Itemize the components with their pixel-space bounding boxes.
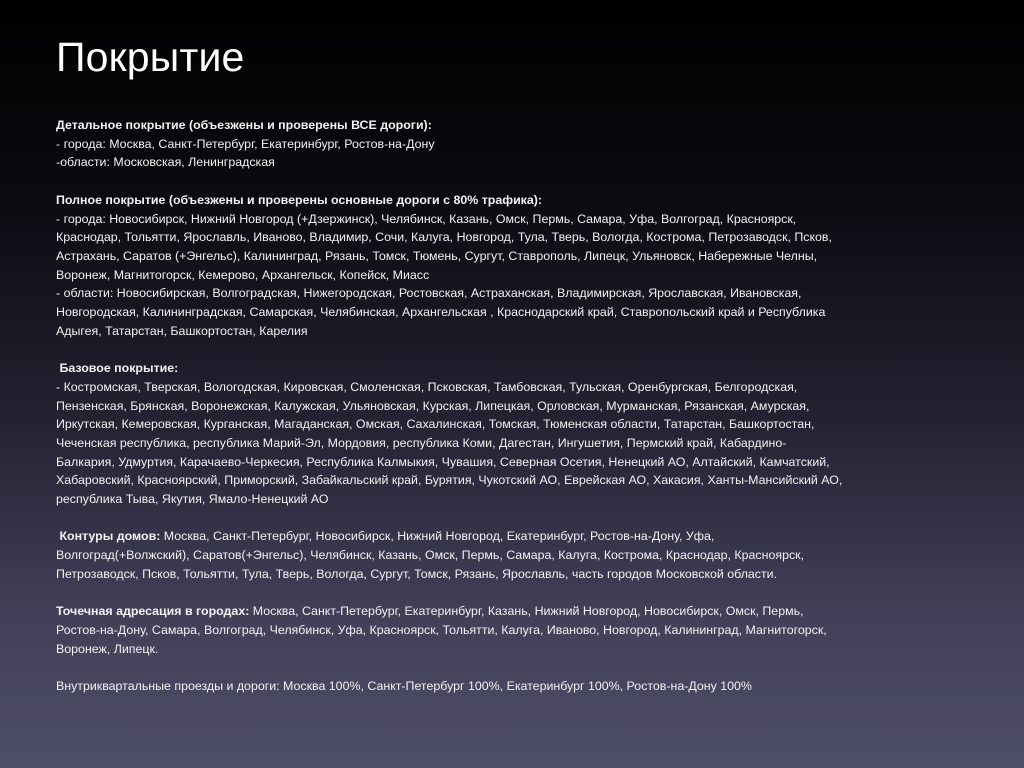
full-coverage-line: - города: Новосибирск, Нижний Новгород (+Дзержинск), Челябинск, Казань, Омск, Пермь, Самара, Уфа, Волгоград, Красноярск, xyxy=(56,211,797,226)
full-coverage-line: Воронеж, Магнитогорск, Кемерово, Архангельск, Копейск, Миасс xyxy=(56,267,430,282)
detailed-coverage-regions: -области: Московская, Ленинградская xyxy=(56,155,275,170)
full-coverage-line: Краснодар, Тольятти, Ярославль, Иваново, Владимир, Сочи, Калуга, Новгород, Тула, Тверь, Вологда, Кострома, Петрозаводск, Псков, xyxy=(56,230,832,245)
basic-coverage-line: Пензенская, Брянская, Воронежская, Калужская, Ульяновская, Курская, Липецкая, Орловская, Мурманская, Рязанская, Амурская, xyxy=(56,398,810,413)
house-contours-line: Петрозаводск, Псков, Тольятти, Тула, Тверь, Вологда, Сургут, Томск, Рязань, Ярославль, часть городов Московской области. xyxy=(56,566,778,581)
slide-title: Покрытие xyxy=(56,34,245,80)
full-coverage-line: - области: Новосибирская, Волгоградская, Нижегородская, Ростовская, Астраханская, Владимирская, Ярославская, Ивановская, xyxy=(56,286,802,301)
house-contours-heading: Контуры домов: xyxy=(56,529,161,544)
point-addressing-line: Воронеж, Липецк. xyxy=(56,641,159,656)
basic-coverage-line: Балкария, Удмуртия, Карачаево-Черкесия, Республика Калмыкия, Чувашия, Северная Осетия, Ненецкий АО, Алтайский, Камчатский, xyxy=(56,454,830,469)
point-addressing-heading: Точечная адресация в городах: xyxy=(56,604,250,619)
basic-coverage-section xyxy=(56,359,986,509)
basic-coverage-line: республика Тыва, Якутия, Ямало-Ненецкий АО xyxy=(56,492,329,507)
point-addressing-text: Москва, Санкт-Петербург, Екатеринбург, Казань, Нижний Новгород, Новосибирск, Омск, Пермь, xyxy=(249,604,804,619)
detailed-coverage-heading: Детальное покрытие (объезжены и проверены ВСЕ дороги): xyxy=(56,118,432,132)
house-contours-text: Москва, Санкт-Петербург, Новосибирск, Нижний Новгород, Екатеринбург, Ростов-на-Дону, Уфа, xyxy=(160,529,715,544)
house-contours-section xyxy=(56,527,986,583)
detailed-coverage-section xyxy=(56,116,986,172)
basic-coverage-line: Чеченская республика, республика Марий-Эл, Мордовия, республика Коми, Дагестан, Ингушетия, Пермский край, Кабардино- xyxy=(56,435,787,450)
basic-coverage-line: - Костромская, Тверская, Вологодская, Кировская, Смоленская, Псковская, Тамбовская, Тульская, Оренбургская, Белгородская, xyxy=(56,379,798,394)
basic-coverage-heading: Базовое покрытие: xyxy=(56,361,179,376)
point-addressing-first-line xyxy=(56,602,986,621)
full-coverage-heading: Полное покрытие (объезжены и проверены основные дороги с 80% трафика): xyxy=(56,192,543,207)
point-addressing-section xyxy=(56,602,986,658)
point-addressing-line: Ростов-на-Дону, Самара, Волгоград, Челябинск, Уфа, Красноярск, Тольятти, Калуга, Иваново, Новгород, Калининград, Магнитогорск, xyxy=(56,622,827,637)
basic-coverage-line: Иркутская, Кемеровская, Курганская, Магаданская, Омская, Сахалинская, Томская, Тюменская области, Татарстан, Башкортостан, xyxy=(56,417,815,432)
slide-content xyxy=(56,116,986,714)
house-contours-first-line xyxy=(56,527,986,546)
full-coverage-line: Новгородская, Калининградская, Самарская, Челябинская, Архангельская , Краснодарский край, Ставропольский край и Республика xyxy=(56,305,826,320)
full-coverage-section xyxy=(56,191,986,341)
house-contours-line: Волгоград(+Волжский), Саратов(+Энгельс), Челябинск, Казань, Омск, Пермь, Самара, Калуга, Кострома, Краснодар, Красноярск, xyxy=(56,548,805,563)
detailed-coverage-cities: - города: Москва, Санкт-Петербург, Екатеринбург, Ростов-на-Дону xyxy=(56,136,435,151)
full-coverage-line: Астрахань, Саратов (+Энгельс), Калининград, Рязань, Томск, Тюмень, Сургут, Ставрополь, Липецк, Ульяновск, Набережные Челны, xyxy=(56,248,818,263)
basic-coverage-line: Хабаровский, Красноярский, Приморский, Забайкальский край, Бурятия, Чукотский АО, Еврейская АО, Хакасия, Ханты-Мансийский АО, xyxy=(56,473,843,488)
full-coverage-line: Адыгея, Татарстан, Башкортостан, Карелия xyxy=(56,323,308,338)
driveways-section xyxy=(56,677,986,696)
driveways-text: Внутриквартальные проезды и дороги: Москва 100%, Санкт-Петербург 100%, Екатеринбург 100%, Ростов-на-Дону 100% xyxy=(56,679,752,694)
